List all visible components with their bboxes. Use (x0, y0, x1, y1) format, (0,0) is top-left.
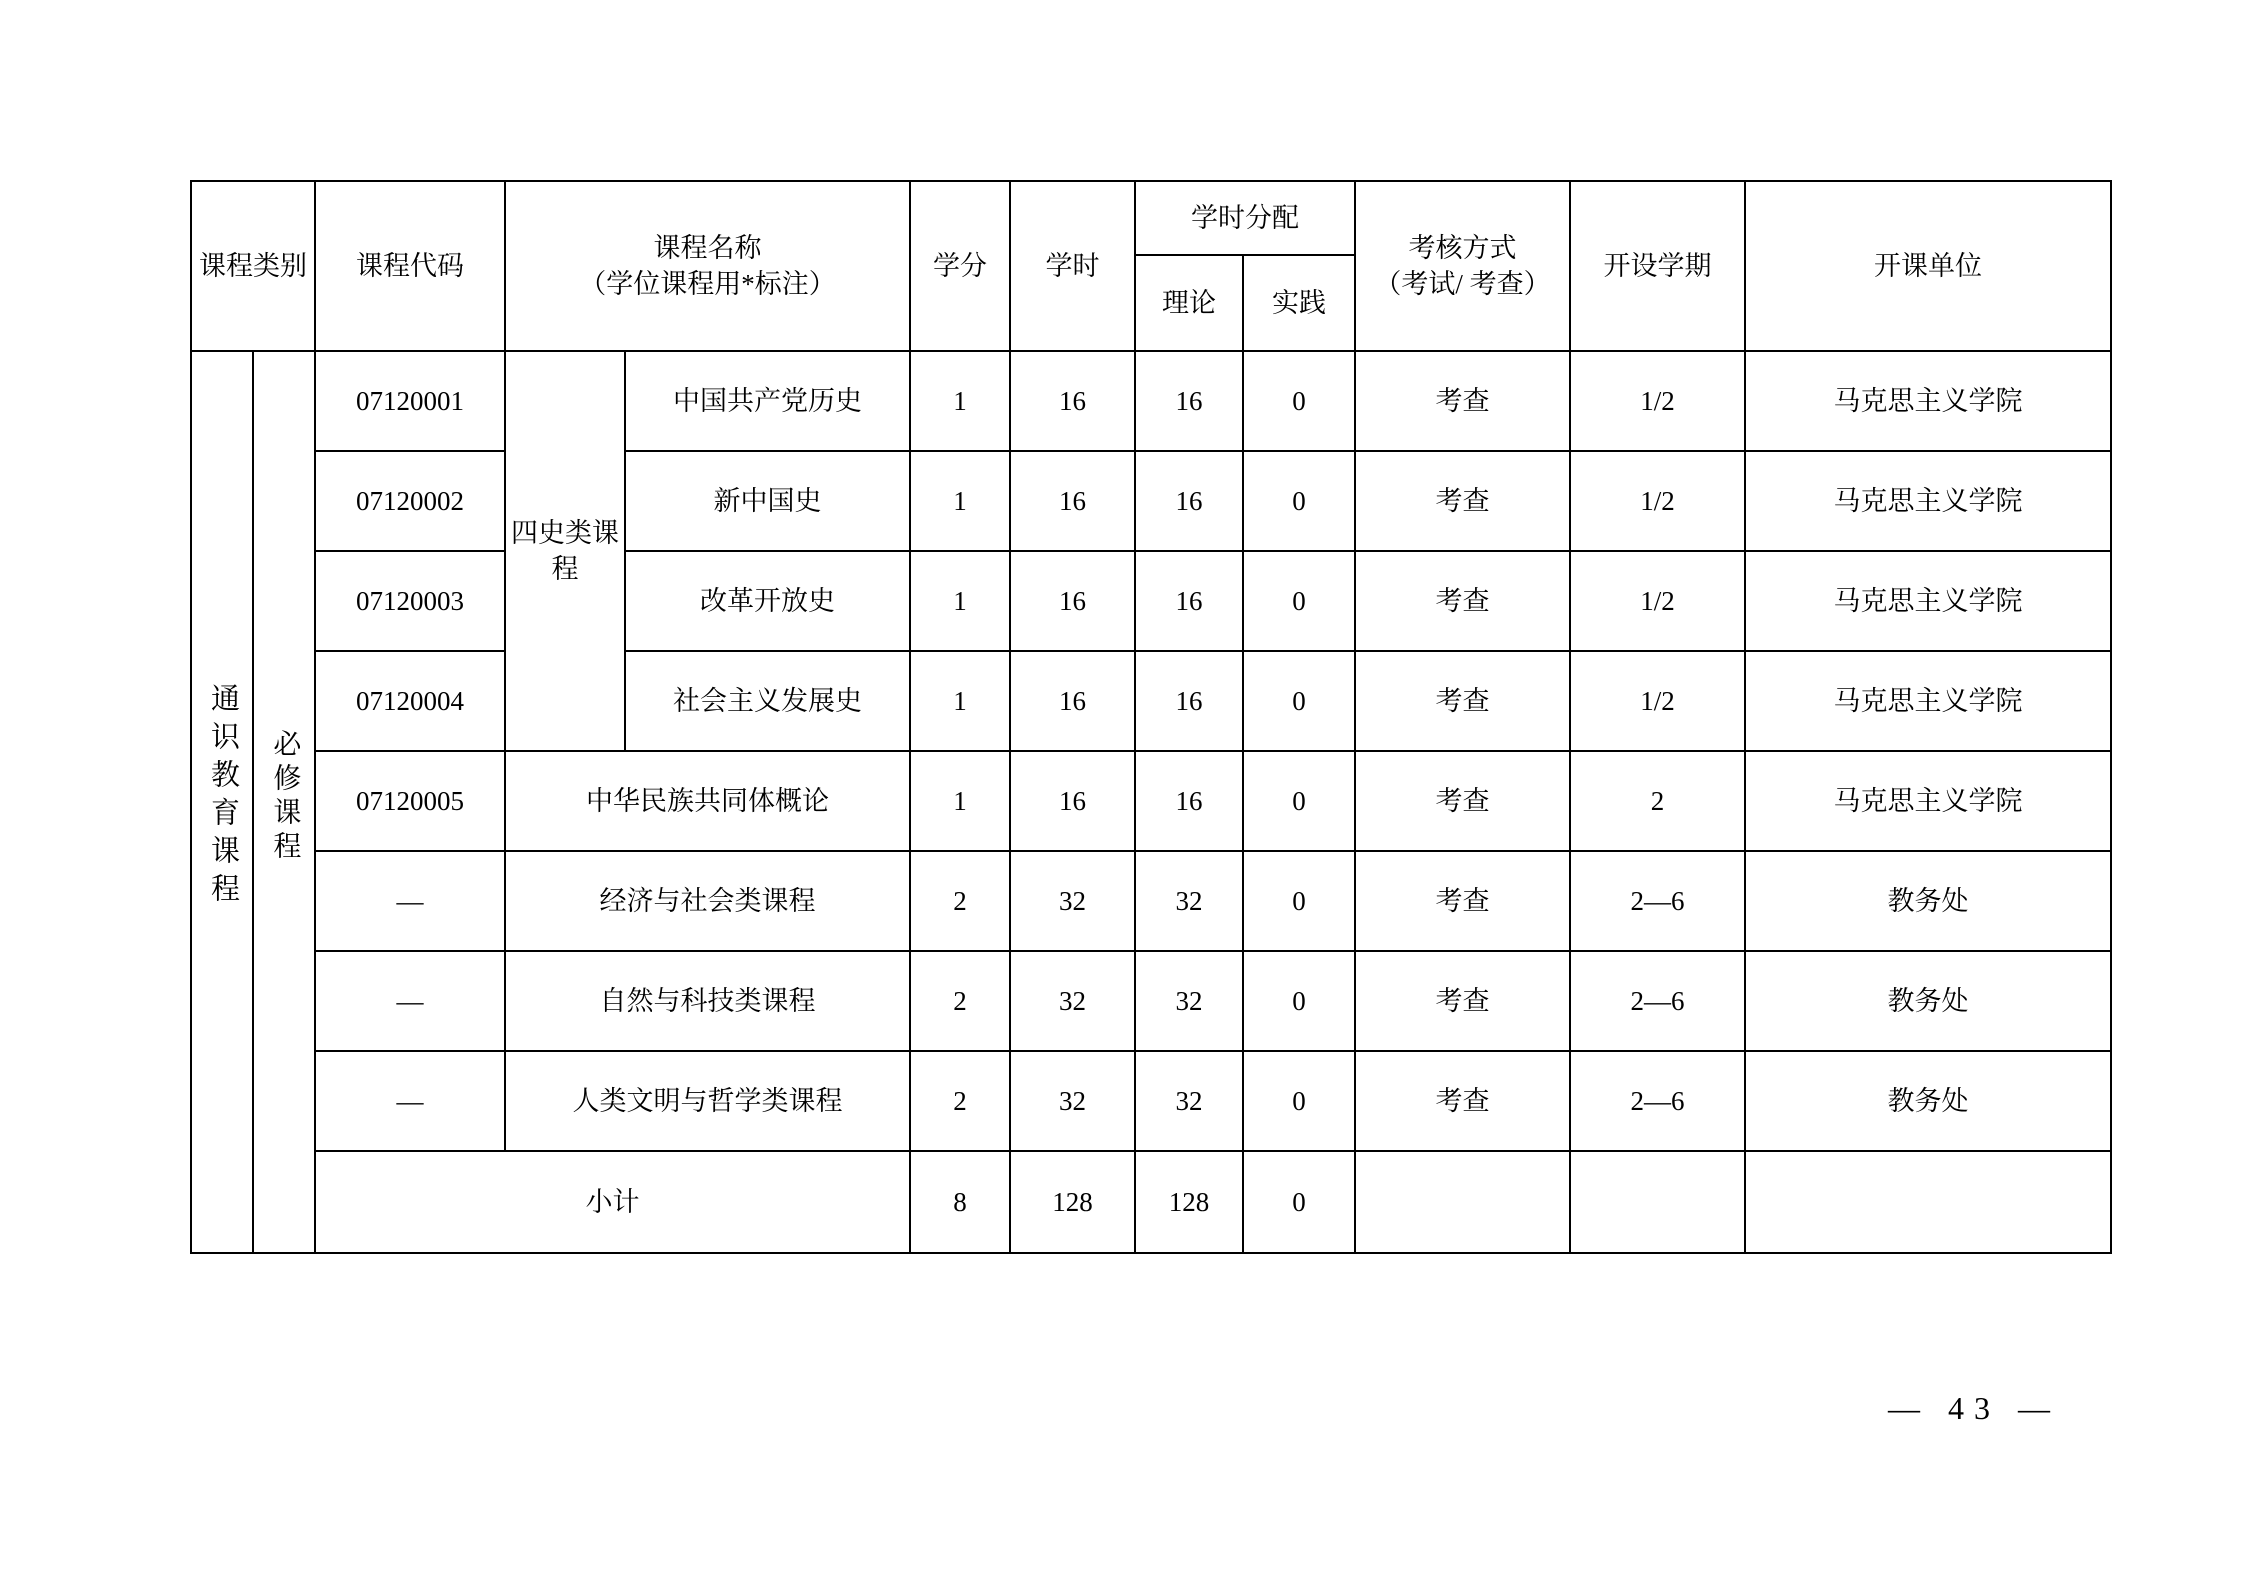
cell-assessment: 考查 (1355, 1051, 1570, 1151)
cell-offering-unit: 教务处 (1745, 951, 2111, 1051)
cell-assessment: 考查 (1355, 551, 1570, 651)
cell-practice: 0 (1243, 651, 1355, 751)
header-category: 课程类别 (191, 181, 315, 351)
cell-credits: 2 (910, 1051, 1010, 1151)
cell-hours: 16 (1010, 451, 1135, 551)
table-row (191, 1051, 2111, 1151)
table-row (191, 751, 2111, 851)
cell-assessment: 考查 (1355, 351, 1570, 451)
table-row (191, 451, 2111, 551)
cell-assessment: 考查 (1355, 951, 1570, 1051)
cell-course-group-four-histories: 四史类课程 (505, 351, 625, 751)
table-row (191, 351, 2111, 451)
cell-theory: 16 (1135, 751, 1243, 851)
cell-offering-unit: 马克思主义学院 (1745, 651, 2111, 751)
header-hours-allocation: 学时分配 (1135, 181, 1355, 255)
cell-course-code: 07120003 (315, 551, 505, 651)
subcategory-vertical-label: 必修课程 (269, 729, 301, 866)
cell-subtotal-label: 小计 (315, 1151, 910, 1253)
cell-semester: 1/2 (1570, 551, 1745, 651)
cell-practice: 0 (1243, 751, 1355, 851)
cell-subtotal-credits: 8 (910, 1151, 1010, 1253)
cell-hours: 32 (1010, 951, 1135, 1051)
cell-course-name: 人类文明与哲学类课程 (505, 1051, 910, 1151)
cell-offering-unit: 马克思主义学院 (1745, 351, 2111, 451)
cell-practice: 0 (1243, 951, 1355, 1051)
cell-offering-unit: 马克思主义学院 (1745, 751, 2111, 851)
cell-subtotal-hours: 128 (1010, 1151, 1135, 1253)
cell-course-name: 自然与科技类课程 (505, 951, 910, 1051)
table-header-row-1 (191, 181, 2111, 255)
category-vertical-label: 通识教育课程 (206, 683, 239, 912)
page-number: — 43 — (1888, 1390, 2060, 1426)
cell-assessment: 考查 (1355, 451, 1570, 551)
header-course-code: 课程代码 (315, 181, 505, 351)
cell-semester: 2 (1570, 751, 1745, 851)
cell-theory: 16 (1135, 451, 1243, 551)
cell-theory: 32 (1135, 951, 1243, 1051)
cell-practice: 0 (1243, 1051, 1355, 1151)
cell-credits: 1 (910, 351, 1010, 451)
cell-semester: 1/2 (1570, 651, 1745, 751)
cell-theory: 32 (1135, 851, 1243, 951)
cell-semester: 1/2 (1570, 451, 1745, 551)
cell-practice: 0 (1243, 351, 1355, 451)
cell-category-general-education (191, 351, 253, 1253)
cell-course-name: 中华民族共同体概论 (505, 751, 910, 851)
cell-semester: 2—6 (1570, 851, 1745, 951)
cell-hours: 32 (1010, 851, 1135, 951)
cell-theory: 16 (1135, 651, 1243, 751)
cell-hours: 16 (1010, 351, 1135, 451)
table-subtotal-row (191, 1151, 2111, 1253)
cell-course-code: — (315, 1051, 505, 1151)
cell-course-name: 中国共产党历史 (625, 351, 910, 451)
cell-subtotal-semester (1570, 1151, 1745, 1253)
table-row (191, 651, 2111, 751)
header-semester: 开设学期 (1570, 181, 1745, 351)
header-assessment-line2: （考试/ 考查） (1374, 269, 1551, 299)
cell-subcategory-required (253, 351, 315, 1253)
cell-hours: 16 (1010, 751, 1135, 851)
header-hours: 学时 (1010, 181, 1135, 351)
cell-credits: 1 (910, 751, 1010, 851)
curriculum-table (190, 180, 2112, 1254)
cell-assessment: 考查 (1355, 851, 1570, 951)
cell-credits: 1 (910, 551, 1010, 651)
cell-semester: 1/2 (1570, 351, 1745, 451)
cell-theory: 32 (1135, 1051, 1243, 1151)
table-row (191, 551, 2111, 651)
cell-credits: 1 (910, 651, 1010, 751)
cell-assessment: 考查 (1355, 651, 1570, 751)
cell-course-code: 07120001 (315, 351, 505, 451)
cell-credits: 1 (910, 451, 1010, 551)
cell-practice: 0 (1243, 451, 1355, 551)
header-assessment-line1: 考核方式 (1408, 232, 1517, 263)
cell-hours: 32 (1010, 1051, 1135, 1151)
cell-theory: 16 (1135, 551, 1243, 651)
cell-course-code: 07120005 (315, 751, 505, 851)
cell-hours: 16 (1010, 651, 1135, 751)
cell-course-code: — (315, 951, 505, 1051)
cell-subtotal-unit (1745, 1151, 2111, 1253)
cell-credits: 2 (910, 851, 1010, 951)
curriculum-table-container (190, 180, 2110, 1254)
header-assessment (1355, 181, 1570, 351)
cell-course-name: 社会主义发展史 (625, 651, 910, 751)
table-row (191, 851, 2111, 951)
cell-course-name: 改革开放史 (625, 551, 910, 651)
cell-hours: 16 (1010, 551, 1135, 651)
header-credits: 学分 (910, 181, 1010, 351)
cell-course-name: 新中国史 (625, 451, 910, 551)
header-offering-unit: 开课单位 (1745, 181, 2111, 351)
cell-offering-unit: 教务处 (1745, 1051, 2111, 1151)
cell-subtotal-assessment (1355, 1151, 1570, 1253)
cell-subtotal-theory: 128 (1135, 1151, 1243, 1253)
header-course-name (505, 181, 910, 351)
cell-offering-unit: 教务处 (1745, 851, 2111, 951)
cell-offering-unit: 马克思主义学院 (1745, 451, 2111, 551)
table-row (191, 951, 2111, 1051)
cell-assessment: 考查 (1355, 751, 1570, 851)
cell-course-name: 经济与社会类课程 (505, 851, 910, 951)
cell-semester: 2—6 (1570, 1051, 1745, 1151)
cell-course-code: — (315, 851, 505, 951)
cell-subtotal-practice: 0 (1243, 1151, 1355, 1253)
cell-semester: 2—6 (1570, 951, 1745, 1051)
cell-course-code: 07120002 (315, 451, 505, 551)
cell-offering-unit: 马克思主义学院 (1745, 551, 2111, 651)
header-course-name-line2: （学位课程用*标注） (579, 269, 836, 299)
header-course-name-line1: 课程名称 (653, 232, 762, 263)
header-theory: 理论 (1135, 255, 1243, 351)
cell-theory: 16 (1135, 351, 1243, 451)
cell-practice: 0 (1243, 551, 1355, 651)
cell-course-code: 07120004 (315, 651, 505, 751)
header-practice: 实践 (1243, 255, 1355, 351)
cell-credits: 2 (910, 951, 1010, 1051)
cell-practice: 0 (1243, 851, 1355, 951)
